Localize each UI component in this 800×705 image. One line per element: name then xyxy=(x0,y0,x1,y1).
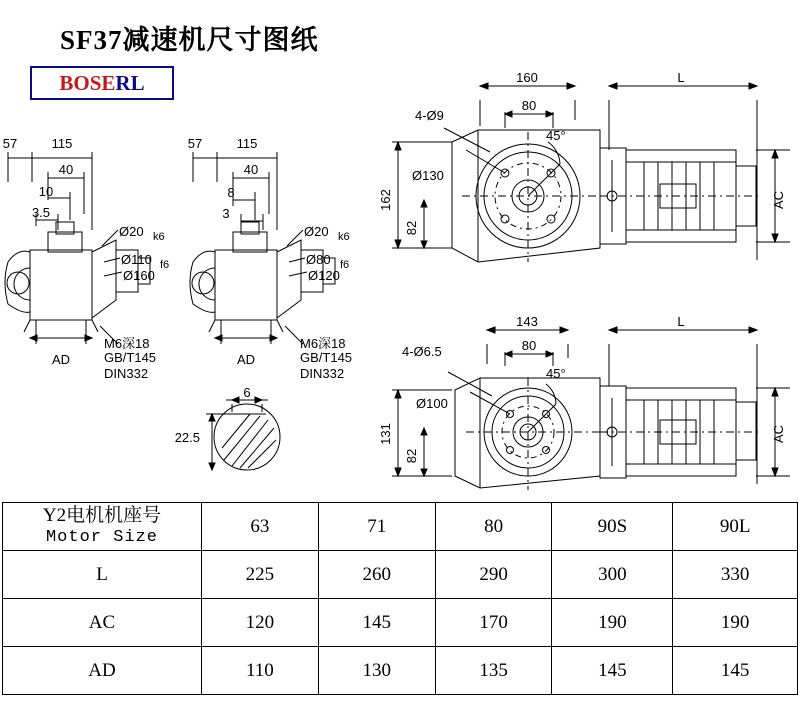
header-motor-size-en: Motor Size xyxy=(45,527,159,547)
cell-ad-90l: 145 xyxy=(673,647,798,695)
dim-keyway-width: 6 xyxy=(243,385,251,400)
dim-AC-top: AC xyxy=(771,190,786,210)
logo-text-part1: BOSE xyxy=(59,71,116,95)
row-label-l: L xyxy=(3,551,202,599)
dim-80-top: 80 xyxy=(521,98,537,113)
cell-ad-71: 130 xyxy=(318,647,435,695)
logo-text-part2: RL xyxy=(115,71,145,95)
dim-d80-tol-v2: f6 xyxy=(340,259,350,271)
cell-ad-90s: 145 xyxy=(552,647,673,695)
dim-3-v2: 3 xyxy=(222,206,230,221)
dim-d130: Ø130 xyxy=(412,168,444,183)
cell-ac-90l: 190 xyxy=(673,599,798,647)
header-size-90l: 90L xyxy=(673,503,798,551)
cell-ad-80: 135 xyxy=(435,647,552,695)
dim-d160-v1: Ø160 xyxy=(123,268,155,283)
header-size-63: 63 xyxy=(202,503,319,551)
spec-table xyxy=(2,502,798,695)
dim-82-top: 82 xyxy=(404,220,419,236)
view-left-front-2 xyxy=(190,152,335,344)
dim-d110-v1: Ø110 xyxy=(121,252,152,267)
dim-80-bot: 80 xyxy=(521,338,537,353)
cell-ac-90s: 190 xyxy=(552,599,673,647)
dim-131: 131 xyxy=(378,423,393,445)
header-motor-size-cell xyxy=(3,503,202,551)
dim-160: 160 xyxy=(516,70,538,85)
view-left-front-1 xyxy=(5,152,150,344)
row-label-ad: AD xyxy=(3,647,202,695)
note-m6-v2: M6深18 xyxy=(300,336,346,351)
dim-AC-bot: AC xyxy=(771,424,786,444)
dim-d80-v2: Ø80 xyxy=(306,252,331,267)
dim-d110-tol-v1: f6 xyxy=(160,259,170,271)
dim-45deg-bot: 45° xyxy=(546,366,566,381)
cell-ac-71: 145 xyxy=(318,599,435,647)
dim-115-v2: 115 xyxy=(236,136,258,151)
table-header-row xyxy=(3,503,798,551)
cell-l-80: 290 xyxy=(435,551,552,599)
dim-57-v2: 57 xyxy=(187,136,203,151)
dim-AD-v2: AD xyxy=(236,352,256,367)
view-shaft-section xyxy=(206,397,280,470)
note-din332-v2: DIN332 xyxy=(300,366,345,381)
cell-ac-63: 120 xyxy=(202,599,319,647)
header-size-90s: 90S xyxy=(552,503,673,551)
dim-45deg-top: 45° xyxy=(546,128,566,143)
dim-82-bot: 82 xyxy=(404,448,419,464)
view-top-right xyxy=(392,83,790,262)
header-motor-size-cn: Y2电机机座号 xyxy=(42,504,162,526)
row-label-ac: AC xyxy=(3,599,202,647)
dim-4xd9: 4-Ø9 xyxy=(415,108,444,123)
dim-57-v1: 57 xyxy=(2,136,18,151)
dim-143: 143 xyxy=(516,314,538,329)
dim-10-v1: 10 xyxy=(38,184,54,199)
dim-d20-tol-v1: k6 xyxy=(153,231,165,243)
page-title: SF37减速机尺寸图纸 xyxy=(60,25,319,55)
dim-40-v2: 40 xyxy=(243,162,259,177)
cell-l-90s: 300 xyxy=(552,551,673,599)
cell-l-71: 260 xyxy=(318,551,435,599)
dim-115-v1: 115 xyxy=(51,136,73,151)
cell-l-63: 225 xyxy=(202,551,319,599)
header-size-80: 80 xyxy=(435,503,552,551)
dim-L-top: L xyxy=(677,70,685,85)
note-m6-v1: M6深18 xyxy=(104,336,150,351)
note-gbt145-v1: GB/T145 xyxy=(104,350,157,365)
dim-162: 162 xyxy=(378,189,393,211)
dim-3p5-v1: 3.5 xyxy=(31,205,51,220)
table-row xyxy=(3,599,798,647)
dim-8-v2: 8 xyxy=(227,185,235,200)
note-din332-v1: DIN332 xyxy=(104,366,149,381)
view-bottom-right xyxy=(392,327,790,490)
cell-ad-63: 110 xyxy=(202,647,319,695)
dim-L-bot: L xyxy=(677,314,685,329)
cell-l-90l: 330 xyxy=(673,551,798,599)
note-gbt145-v2: GB/T145 xyxy=(300,350,353,365)
dim-keyway-height: 22.5 xyxy=(174,430,200,445)
table-row xyxy=(3,551,798,599)
header-size-71: 71 xyxy=(318,503,435,551)
cell-ac-80: 170 xyxy=(435,599,552,647)
dim-d20-v1: Ø20 xyxy=(119,224,144,239)
table-row xyxy=(3,647,798,695)
dim-d20-v2: Ø20 xyxy=(304,224,329,239)
dim-d120-v2: Ø120 xyxy=(308,268,340,283)
dim-40-v1: 40 xyxy=(58,162,74,177)
dim-d100: Ø100 xyxy=(416,396,448,411)
dim-4xd6p5: 4-Ø6.5 xyxy=(402,344,442,359)
dim-AD-v1: AD xyxy=(51,352,71,367)
dim-d20-tol-v2: k6 xyxy=(338,231,350,243)
